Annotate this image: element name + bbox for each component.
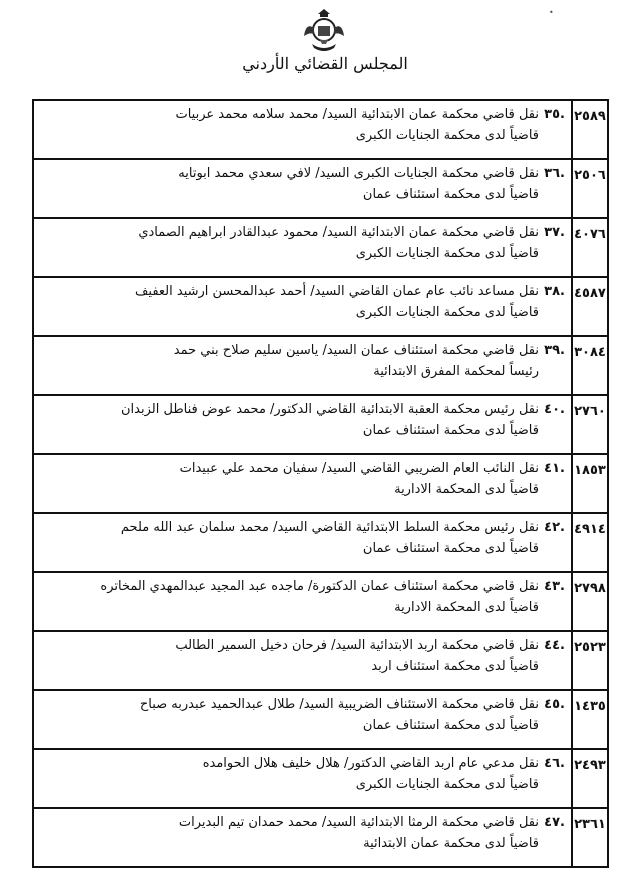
destination-text: قاضياً لدى المحكمة الادارية xyxy=(394,600,539,615)
transfer-text: نقل رئيس محكمة العقبة الابتدائية القاضي الدكتور/ محمد عوض فناطل الزبدان xyxy=(121,402,539,417)
employee-number: ٢٧٩٨ xyxy=(572,572,608,631)
row-index: .٣٩ xyxy=(544,343,565,358)
employee-number: ٤٠٧٦ xyxy=(572,218,608,277)
table-row xyxy=(33,808,608,867)
table-row xyxy=(33,631,608,690)
transfer-line xyxy=(40,223,565,243)
transfer-line xyxy=(40,577,565,597)
employee-number: ١٨٥٣ xyxy=(572,454,608,513)
destination-text: قاضياً لدى محكمة استئناف عمان xyxy=(362,541,539,556)
employee-number: ٢٤٩٣ xyxy=(572,749,608,808)
table-row xyxy=(33,454,608,513)
transfer-text: نقل مساعد نائب عام عمان القاضي السيد/ أحمد عبدالمحسن ارشيد العفيف xyxy=(134,284,539,299)
transfer-text: نقل قاضي محكمة اربد الابتدائية السيد/ فرحان دخيل السمير الطالب xyxy=(175,638,539,653)
employee-number: ٢٥٢٣ xyxy=(572,631,608,690)
transfer-line xyxy=(40,813,565,833)
destination-text: قاضياً لدى محكمة الجنايات الكبرى xyxy=(355,305,539,320)
destination-text: قاضياً لدى المحكمة الادارية xyxy=(394,482,539,497)
employee-number: ٢٣٦١ xyxy=(572,808,608,867)
destination-text: قاضياً لدى محكمة استئناف عمان xyxy=(362,423,539,438)
table-row xyxy=(33,277,608,336)
destination-text: قاضياً لدى محكمة استئناف عمان xyxy=(362,718,539,733)
transfer-line xyxy=(40,341,565,361)
letterhead xyxy=(0,0,640,100)
row-index: .٤٢ xyxy=(544,520,565,535)
row-index: .٤٠ xyxy=(544,402,565,417)
transfer-line xyxy=(40,518,565,538)
table-row xyxy=(33,749,608,808)
transfer-line xyxy=(40,105,565,125)
employee-number: ٢٧٦٠ xyxy=(572,395,608,454)
row-body xyxy=(33,218,572,277)
transfer-line xyxy=(40,282,565,302)
table-row xyxy=(33,572,608,631)
table-row xyxy=(33,218,608,277)
destination-text: قاضياً لدى محكمة عمان الابتدائية xyxy=(363,836,539,851)
transfer-line xyxy=(40,400,565,420)
row-index: .٤٣ xyxy=(544,579,565,594)
transfer-line xyxy=(40,754,565,774)
transfer-text: نقل قاضي محكمة الاستئناف الضريبية السيد/ طلال عبدالحميد عبدربه صباح xyxy=(139,697,539,712)
row-body xyxy=(33,572,572,631)
row-body xyxy=(33,100,572,159)
table-row xyxy=(33,159,608,218)
transfer-text: نقل قاضي محكمة عمان الابتدائية السيد/ محمد سلامه محمد عربيات xyxy=(175,107,539,122)
table-row xyxy=(33,690,608,749)
row-index: .٣٧ xyxy=(544,225,565,240)
row-index: .٤٦ xyxy=(544,756,565,771)
employee-number: ٢٥٠٦ xyxy=(572,159,608,218)
jordan-emblem-icon xyxy=(300,6,348,54)
employee-number: ٢٥٨٩ xyxy=(572,100,608,159)
transfer-text: نقل رئيس محكمة السلط الابتدائية القاضي السيد/ محمد سلمان عبد الله ملحم xyxy=(120,520,539,535)
row-index: .٣٦ xyxy=(544,166,565,181)
table-row xyxy=(33,395,608,454)
transfer-text: نقل مدعي عام اربد القاضي الدكتور/ هلال خليف هلال الحوامده xyxy=(202,756,539,771)
row-body xyxy=(33,749,572,808)
transfer-line xyxy=(40,695,565,715)
employee-number: ٤٥٨٧ xyxy=(572,277,608,336)
transfer-text: نقل النائب العام الضريبي القاضي السيد/ سفيان محمد علي عبيدات xyxy=(179,461,539,476)
table-row xyxy=(33,513,608,572)
row-index: .٣٥ xyxy=(544,107,565,122)
employee-number: ٤٩١٤ xyxy=(572,513,608,572)
transfer-line xyxy=(40,459,565,479)
employee-number: ١٤٣٥ xyxy=(572,690,608,749)
row-index: .٤٤ xyxy=(544,638,565,653)
row-body xyxy=(33,395,572,454)
destination-text: رئيساً لمحكمة المفرق الابتدائية xyxy=(373,364,539,379)
transfer-text: نقل قاضي محكمة الجنايات الكبرى السيد/ لافي سعدي محمد ابوتايه xyxy=(178,166,539,181)
organization-name: المجلس القضائي الأردني xyxy=(242,54,408,73)
row-body xyxy=(33,808,572,867)
destination-text: قاضياً لدى محكمة الجنايات الكبرى xyxy=(355,777,539,792)
row-body xyxy=(33,513,572,572)
row-body xyxy=(33,690,572,749)
transfer-text: نقل قاضي محكمة استئناف عمان السيد/ ياسين سليم صلاح بني حمد xyxy=(173,343,539,358)
transfers-table xyxy=(32,99,609,868)
row-index: .٤٧ xyxy=(544,815,565,830)
transfer-line xyxy=(40,636,565,656)
row-index: .٤١ xyxy=(544,461,565,476)
row-body xyxy=(33,454,572,513)
row-body xyxy=(33,159,572,218)
row-index: .٣٨ xyxy=(544,284,565,299)
transfer-text: نقل قاضي محكمة الرمثا الابتدائية السيد/ محمد حمدان تيم البديرات xyxy=(178,815,539,830)
transfer-text: نقل قاضي محكمة عمان الابتدائية السيد/ محمود عبدالقادر ابراهيم الصمادي xyxy=(138,225,539,240)
table-row xyxy=(33,336,608,395)
employee-number: ٣٠٨٤ xyxy=(572,336,608,395)
row-body xyxy=(33,631,572,690)
transfer-text: نقل قاضي محكمة استئناف عمان الدكتورة/ ماجده عبد المجيد عبدالمهدي المخاتره xyxy=(100,579,539,594)
destination-text: قاضياً لدى محكمة استئناف اربد xyxy=(371,659,539,674)
row-body xyxy=(33,277,572,336)
destination-text: قاضياً لدى محكمة الجنايات الكبرى xyxy=(355,128,539,143)
row-index: .٤٥ xyxy=(544,697,565,712)
transfer-line xyxy=(40,164,565,184)
corner-mark: • xyxy=(549,8,554,17)
destination-text: قاضياً لدى محكمة استئناف عمان xyxy=(362,187,539,202)
destination-text: قاضياً لدى محكمة الجنايات الكبرى xyxy=(355,246,539,261)
table-row xyxy=(33,100,608,159)
row-body xyxy=(33,336,572,395)
